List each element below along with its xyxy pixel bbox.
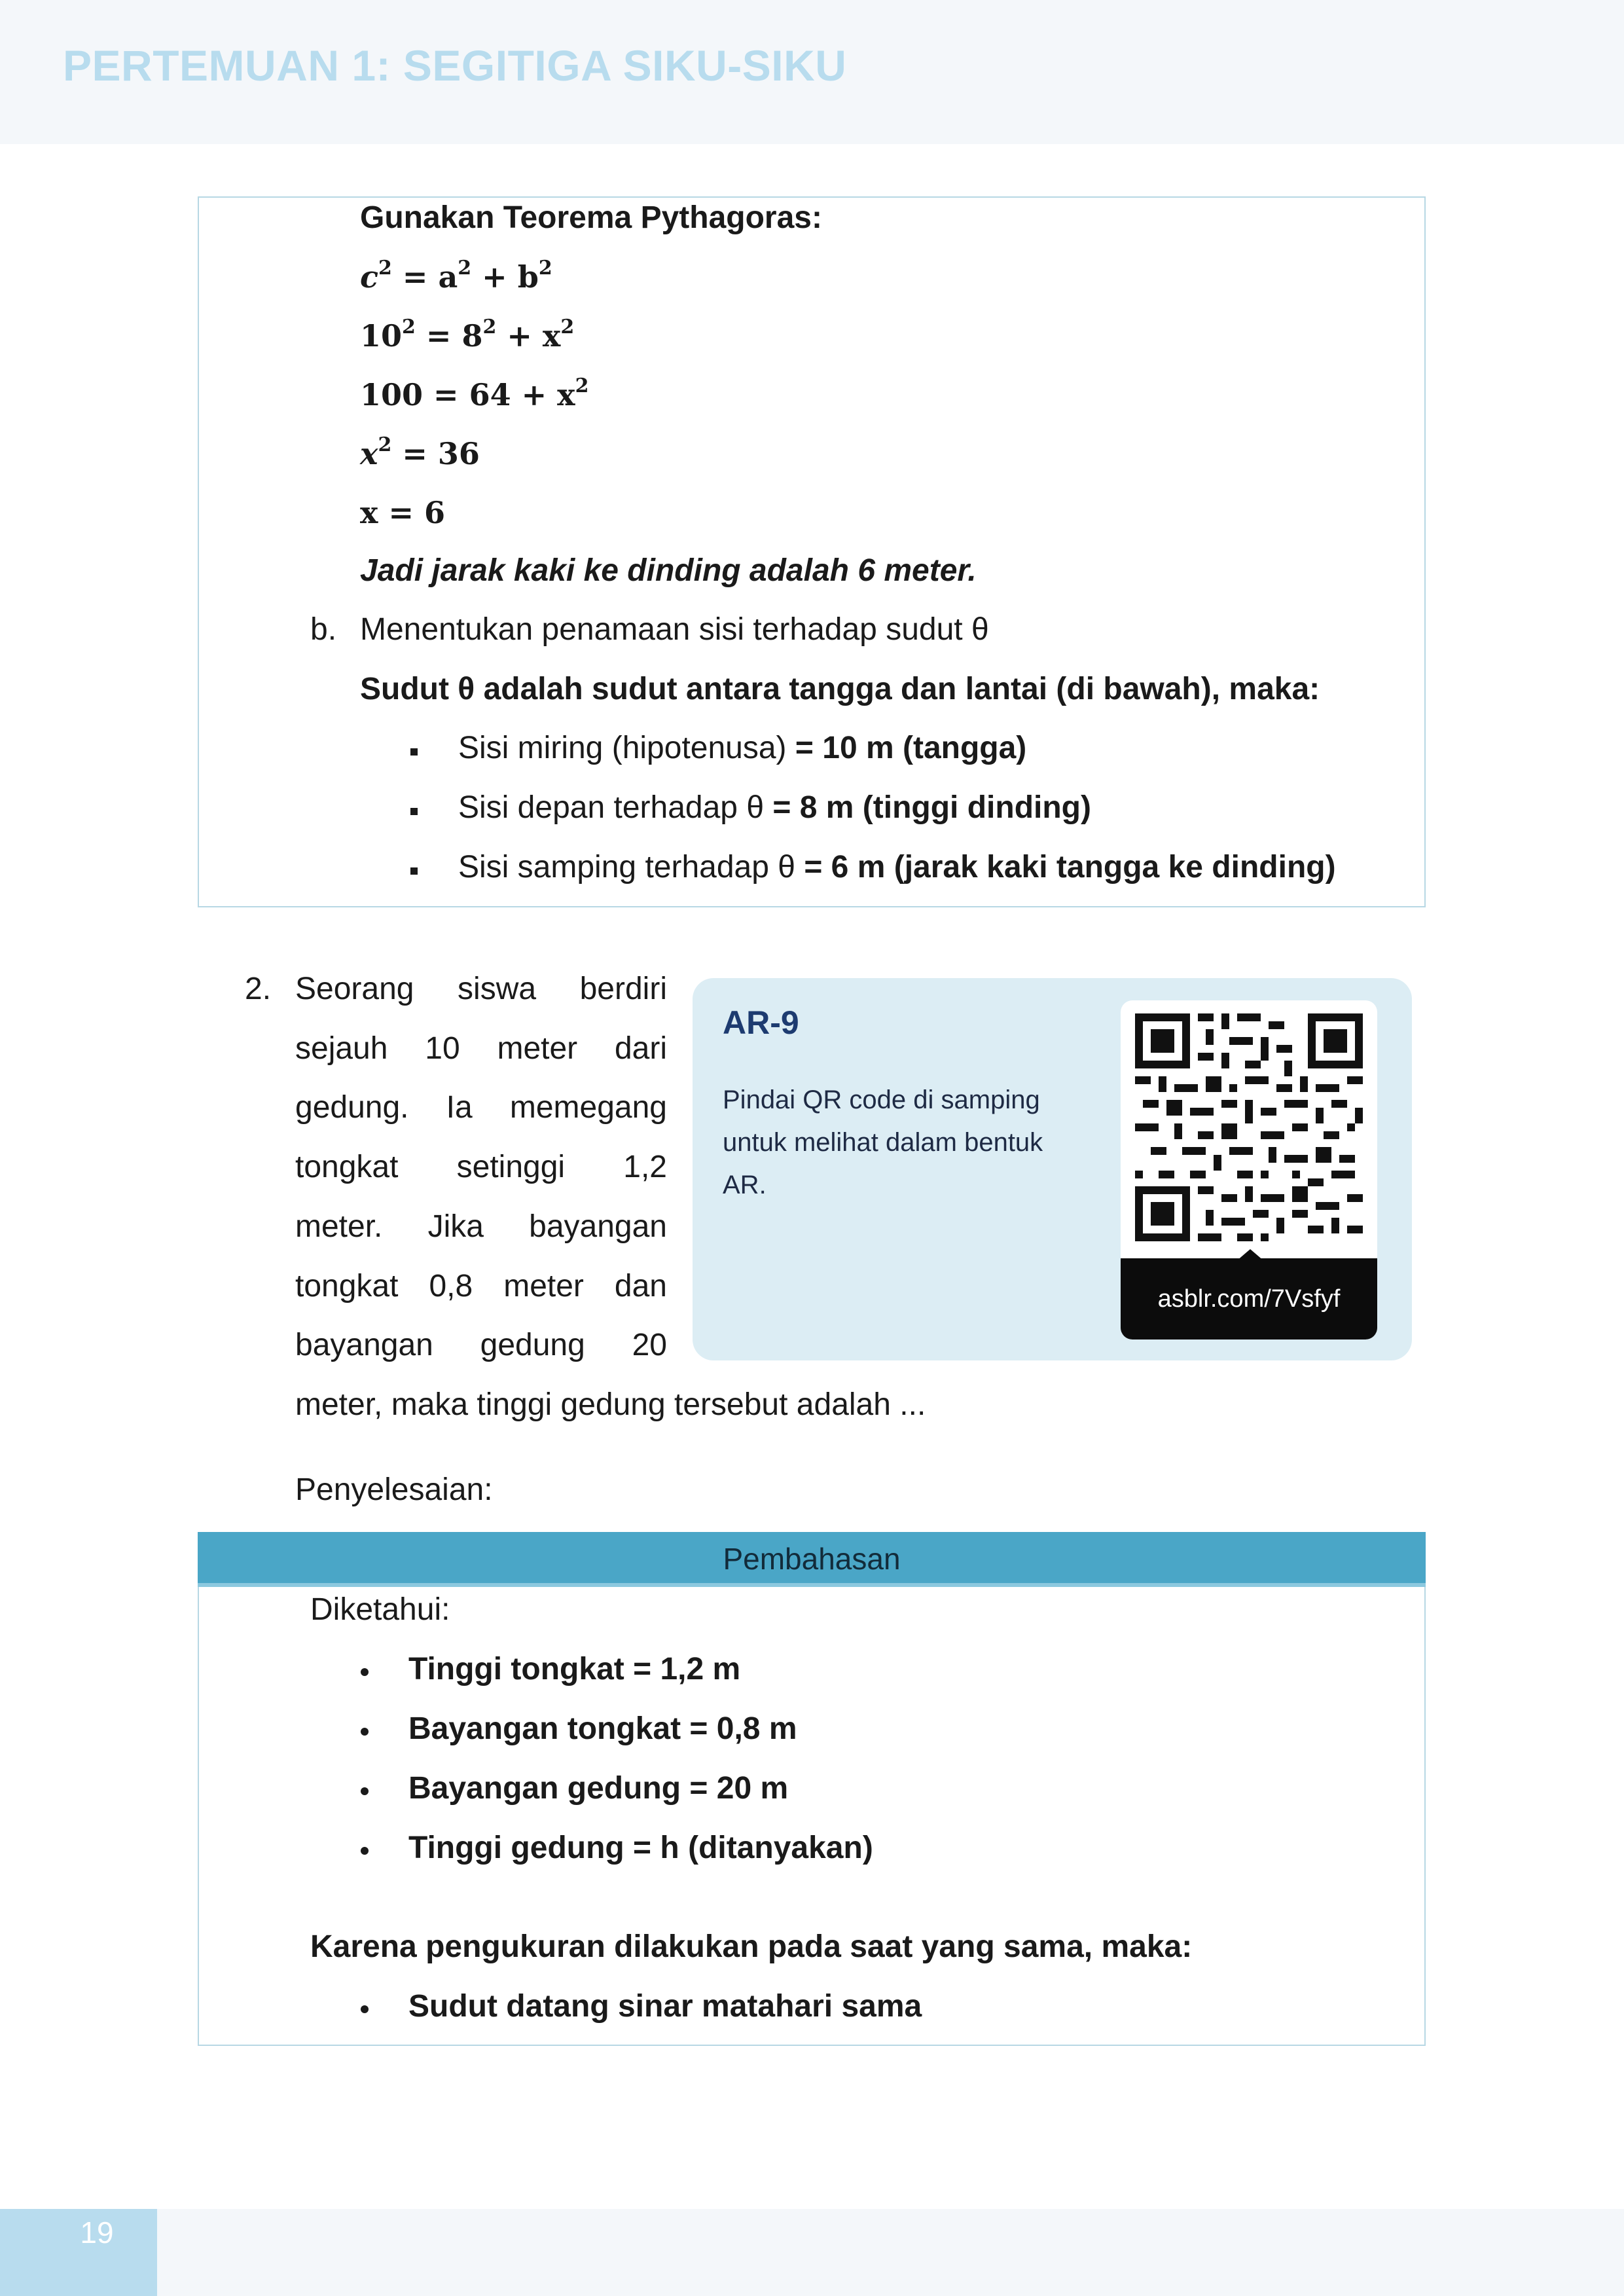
equation-2: $10^2 = 8^2 + x^2$ (360, 316, 575, 354)
dot-bullet (361, 1847, 369, 1855)
question-line-last: meter, maka tinggi gedung tersebut adalah ... (295, 1387, 926, 1422)
square-bullet (410, 748, 418, 756)
equation-4: $x^2 = 36$ (360, 433, 480, 471)
solution-label: Penyelesaian: (295, 1472, 493, 1507)
item-b-marker: b. (310, 612, 337, 647)
question-line: tongkat 0,8 meter dan (295, 1269, 667, 1303)
qr-url-label[interactable]: asblr.com/7Vsfyf (1121, 1258, 1377, 1339)
dot-bullet (361, 1787, 369, 1795)
distance-conclusion: Jadi jarak kaki ke dinding adalah 6 meter. (360, 553, 977, 588)
dot-bullet (361, 2005, 369, 2013)
side-item: Sisi miring (hipotenusa) = 10 m (tangga) (458, 731, 1027, 765)
question-number: 2. (245, 972, 272, 1006)
question-line: meter. Jika bayangan (295, 1209, 667, 1244)
equation-5: x = 6 (360, 495, 446, 530)
known-item: Tinggi gedung = h (ditanyakan) (408, 1831, 873, 1865)
page-number: 19 (80, 2215, 114, 2250)
square-bullet (410, 808, 418, 815)
question-line: sejauh 10 meter dari (295, 1031, 667, 1066)
angle-note: Sudut θ adalah sudut antara tangga dan lantai (di bawah), maka: (360, 672, 1320, 706)
known-item: Bayangan tongkat = 0,8 m (408, 1711, 797, 1746)
pythagoras-heading: Gunakan Teorema Pythagoras: (360, 200, 822, 235)
ar-card-title: AR-9 (723, 1004, 799, 1041)
known-item: Tinggi tongkat = 1,2 m (408, 1652, 741, 1686)
qr-code-icon[interactable] (1135, 1013, 1363, 1241)
question-line: Seorang siswa berdiri (295, 972, 667, 1006)
equation-1: $c^2 = a^2 + b^2$ (360, 257, 552, 295)
reason-item: Sudut datang sinar matahari sama (408, 1989, 922, 2024)
side-item: Sisi samping terhadap θ = 6 m (jarak kaki tangga ke dinding) (458, 850, 1336, 884)
known-label: Diketahui: (310, 1592, 450, 1627)
reason-text: Karena pengukuran dilakukan pada saat yang sama, maka: (310, 1929, 1193, 1964)
question-line: bayangan gedung 20 (295, 1328, 667, 1362)
item-b-text: Menentukan penamaan sisi terhadap sudut θ (360, 612, 989, 647)
dot-bullet (361, 1728, 369, 1736)
equation-3: $100 = 64 + x^2$ (360, 374, 589, 412)
chapter-title: PERTEMUAN 1: SEGITIGA SIKU-SIKU (63, 41, 847, 90)
side-item: Sisi depan terhadap θ = 8 m (tinggi dinding) (458, 790, 1091, 825)
dot-bullet (361, 1668, 369, 1676)
qr-card[interactable] (1121, 1000, 1377, 1339)
known-item: Bayangan gedung = 20 m (408, 1771, 789, 1806)
pembahasan-header-text: Pembahasan (723, 1542, 901, 1576)
question-line: gedung. Ia memegang (295, 1090, 667, 1125)
question-line: tongkat setinggi 1,2 (295, 1150, 667, 1184)
ar-card-description: Pindai QR code di samping untuk melihat dalam bentuk AR. (723, 1085, 1043, 1199)
footer-band (0, 2209, 1624, 2296)
square-bullet (410, 867, 418, 875)
